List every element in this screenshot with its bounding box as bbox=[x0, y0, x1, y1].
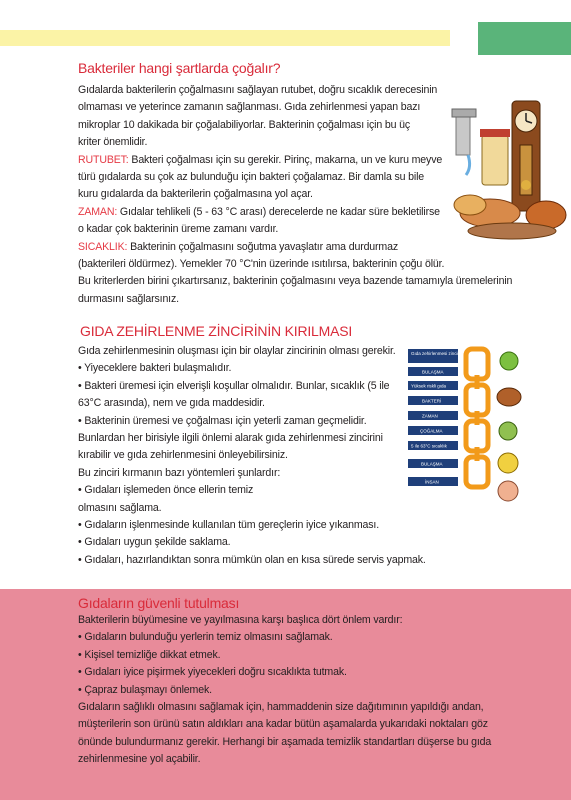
chain-label: BULAŞMA bbox=[422, 369, 444, 375]
text-line: Bu kriterlerden birini çıkartırsanız, bakterinin çoğalmasını veya bazende tamamıyla üremelerinin bbox=[78, 275, 513, 288]
zaman-paragraph bbox=[78, 204, 512, 221]
text-line: müşterilerin son ürünü satın aldıkları ana kadar bütün aşamalarda yukarıdaki noktaları göz bbox=[78, 718, 488, 731]
section-heading-bacteria-conditions: Bakteriler hangi şartlarda çoğalır? bbox=[78, 60, 281, 76]
faucet-icon bbox=[456, 115, 470, 155]
cheese-icon bbox=[454, 195, 486, 215]
text-line: • Gıdaları uygun şekilde saklama. bbox=[78, 536, 231, 549]
text-line: zehirlenmesine yol açabilir. bbox=[78, 753, 201, 766]
rutubet-paragraph bbox=[78, 152, 512, 169]
plate-icon bbox=[468, 223, 556, 239]
text-line: Gıdalarda bakterilerin çoğalmasını sağlayan rutubet, doğru sıcaklık derecesinin bbox=[78, 84, 438, 96]
text-line: türü gıdalarda su çok az bulunduğu için bakteri çoğalamaz. Bir damla su bile bbox=[78, 171, 425, 184]
text-line: • Gıdaları iyice pişirmek yiyecekleri doğru sıcaklıkta tutmak. bbox=[78, 666, 347, 679]
section3-body bbox=[78, 612, 491, 769]
text-line: Bu zinciri kırmanın bazı yöntemleri şunlardır: bbox=[78, 466, 281, 479]
text-line: önünde bulundurmanız gerekir. Herhangi bir aşamada temizlik standartları düşerse bu gıda bbox=[78, 735, 492, 748]
chain-label: BAKTERİ bbox=[422, 398, 442, 404]
text-line: kırabilir ve gıda zehirlenmesini önleyebilirsiniz. bbox=[78, 449, 288, 462]
text-line: • Bakterinin üremesi ve çoğalması için yeterli zaman geçmelidir. bbox=[78, 414, 367, 427]
text-line: • Gıdaların işlenmesinde kullanılan tüm gereçlerin iyice yıkanması. bbox=[78, 519, 380, 532]
section2-body bbox=[78, 343, 426, 569]
text-line: 63°C arasında), nem ve gıda maddesidir. bbox=[78, 397, 265, 410]
rutubet-label: RUTUBET: bbox=[78, 153, 129, 166]
chain-label: ÇOĞALMA bbox=[420, 428, 443, 434]
section-heading-chain-breaking: GIDA ZEHİRLENME ZİNCİRİNİN KIRILMASI bbox=[80, 323, 353, 339]
text-line: durmasını sağlarsınız. bbox=[78, 292, 179, 305]
text-line: Gıdalar tehlikeli (5 - 63 °C arası) derecelerde ne kadar süre bekletilirse bbox=[117, 205, 440, 218]
roast-chicken-icon bbox=[497, 388, 521, 406]
jar-icon bbox=[482, 135, 508, 185]
bacteria-icon bbox=[499, 422, 517, 440]
text-line: • Gıdaların bulunduğu yerlerin temiz olmasını sağlamak. bbox=[78, 631, 333, 644]
text-line: Gıda zehirlenmesinin oluşması için bir olaylar zincirinin olması gerekir. bbox=[78, 345, 396, 357]
germ-icon bbox=[500, 352, 518, 370]
zaman-label: ZAMAN: bbox=[78, 205, 118, 218]
text-line: kriter önemlidir. bbox=[78, 136, 148, 149]
green-corner-tab bbox=[478, 22, 571, 55]
text-line: Bunlardan her birisiyle ilgili önlemi alarak gıda zehirlenmesi zincirini bbox=[78, 432, 383, 445]
text-line: Bakterinin çoğalmasını soğutma yavaşlatır ama durdurmaz bbox=[127, 240, 398, 253]
text-line: • Kişisel temizliğe dikkat etmek. bbox=[78, 648, 221, 661]
text-line: o kadar çok bakterinin üreme zamanı vardır. bbox=[78, 223, 279, 236]
text-line: • Çapraz bulaşmayı önlemek. bbox=[78, 683, 212, 696]
text-line: Gıdaların sağlıklı olmasını sağlamak için, hammaddenin size dağıtımının yapıldığı andan, bbox=[78, 701, 484, 714]
text-line: • Bakteri üremesi için elverişli koşullar olmalıdır. Bunlar, sıcaklık (5 ile bbox=[78, 379, 390, 392]
text-line: mikroplar 10 dakikada bir çoğalabiliyorlar. Bakterinin çoğalması için bu üç bbox=[78, 118, 411, 131]
sicaklik-label: SICAKLIK: bbox=[78, 240, 128, 253]
chain-label: ZAMAN bbox=[422, 413, 438, 419]
text-line: • Gıdaları, hazırlandıktan sonra mümkün olan en kısa sürede servis yapmak. bbox=[78, 553, 426, 566]
person-icon bbox=[498, 481, 518, 501]
alarm-clock-icon bbox=[498, 453, 518, 473]
chain-label: Gıda zehirlenmesi zinciri bbox=[411, 351, 461, 356]
chain-label: Yüksek riskli gıda bbox=[411, 383, 447, 389]
text-line: (bakterileri öldürmez). Yemekler 70 °C'nin üzerinde ısıtılırsa, bakterinin çoğu ölür. bbox=[78, 258, 445, 271]
food-clock-illustration bbox=[450, 95, 570, 245]
text-line: olmasını sağlama. bbox=[78, 501, 162, 514]
food-poisoning-chain-diagram bbox=[408, 345, 526, 505]
text-line: olmaması ve yeterince zamanın sağlanması. Gıda zehirlenmesi yapan bazı bbox=[78, 101, 421, 114]
chain-label: 5 ile 63°C sıcaklık bbox=[411, 443, 447, 449]
text-line: Bakteri çoğalması için su gerekir. Pirinç, makarna, un ve kuru meyve bbox=[128, 153, 443, 166]
chain-label: BULAŞMA bbox=[421, 461, 443, 467]
yellow-header-bar bbox=[0, 30, 450, 46]
text-line: • Yiyeceklere bakteri bulaşmalıdır. bbox=[78, 362, 232, 375]
text-line: Bakterilerin büyümesine ve yayılmasına karşı başlıca dört önlem vardır: bbox=[78, 614, 403, 626]
section1-body bbox=[78, 82, 512, 308]
text-line: • Gıdaları işlemeden önce ellerin temiz bbox=[78, 484, 254, 497]
section-heading-safe-storage: Gıdaların güvenli tutulması bbox=[78, 595, 240, 611]
chain-label: İNSAN bbox=[425, 479, 439, 485]
sicaklik-paragraph bbox=[78, 239, 512, 256]
text-line: kuru gıdalarda da bakterilerin çoğalmasına yol açar. bbox=[78, 188, 313, 201]
